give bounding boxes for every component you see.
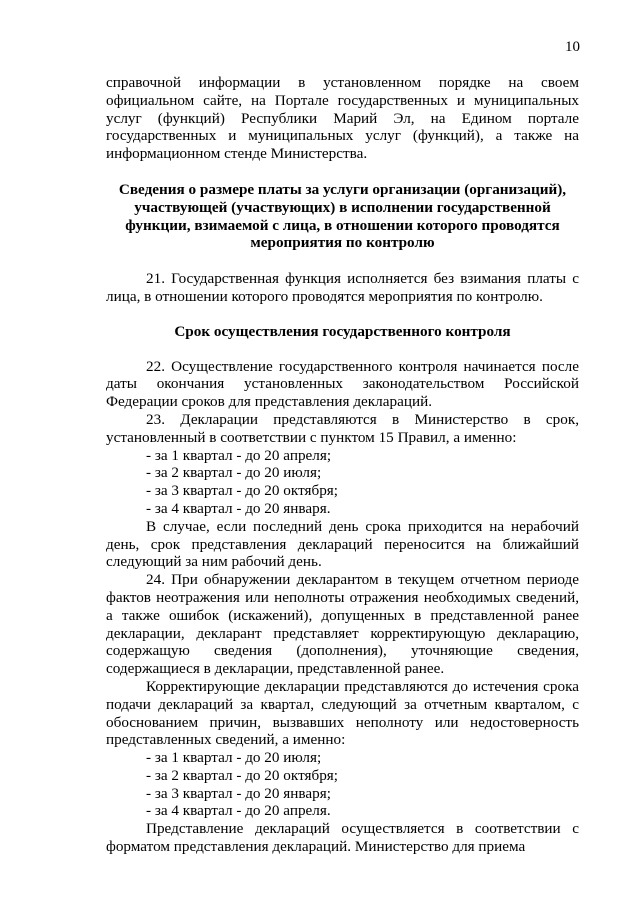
spacer <box>106 252 579 270</box>
list-item: - за 1 квартал - до 20 апреля; <box>146 446 332 464</box>
paragraph-format: Представление деклараций осуществляется в соответствии с форматом представления деклараций. Министерство для приема <box>106 820 579 856</box>
list-item: - за 1 квартал - до 20 июля; <box>146 749 322 767</box>
heading-fee: Сведения о размере платы за услуги организации (организаций), участвующей (участвующих) в исполнении государственной функции, взимаемой с лица, в отношении которого проводятся мероприятия по контролю <box>118 180 567 252</box>
spacer <box>106 341 579 358</box>
paragraph-holiday: В случае, если последний день срока приходится на нерабочий день, срок представления деклараций переносится на ближайший следующий за ним рабочий день. <box>106 517 579 571</box>
spacer <box>106 306 579 323</box>
paragraph-23: 23. Декларации представляются в Министерство в срок, установленный в соответствии с пунктом 15 Правил, а именно: <box>106 410 579 446</box>
list-item: - за 2 квартал - до 20 октября; <box>146 766 339 784</box>
list-item: - за 3 квартал - до 20 октября; <box>146 482 339 500</box>
paragraph-21: 21. Государственная функция исполняется без взимания платы с лица, в отношении которого проводятся мероприятия по контролю. <box>106 270 579 305</box>
document-body <box>106 74 579 856</box>
paragraph-22: 22. Осуществление государственного контроля начинается после даты окончания установленных законодательством Российской Федерации сроков для представления деклараций. <box>106 357 579 411</box>
spacer <box>106 163 579 181</box>
paragraph-corrective: Корректирующие декларации представляются до истечения срока подачи деклараций за квартал, следующий за отчетным кварталом, с обоснованием причин, вызвавших неполноту или недостоверность представленных сведений, а именно: <box>106 677 579 749</box>
list-item: - за 4 квартал - до 20 января. <box>146 499 331 517</box>
heading-term: Срок осуществления государственного контроля <box>174 322 511 340</box>
list-item: - за 2 квартал - до 20 июля; <box>146 464 322 482</box>
page-number: 10 <box>565 39 580 55</box>
paragraph-24: 24. При обнаружении декларантом в текущем отчетном периоде фактов неотражения или неполноты отражения необходимых сведений, а также ошибок (искажений), допущенных в представленной ранее декларации, декларант представляет корректирующую декларацию, содержащую сведения (дополнения), уточняющие сведения, содержащиеся в декларации, представленной ранее. <box>106 571 579 678</box>
intro-paragraph: справочной информации в установленном порядке на своем официальном сайте, на Портале государственных и муниципальных услуг (функций) Республики Марий Эл, на Едином портале государственных и муниципальных услуг (функций), а также на информационном стенде Министерства. <box>106 74 579 163</box>
list-item: - за 3 квартал - до 20 января; <box>146 784 331 802</box>
list-item: - за 4 квартал - до 20 апреля. <box>146 802 331 820</box>
